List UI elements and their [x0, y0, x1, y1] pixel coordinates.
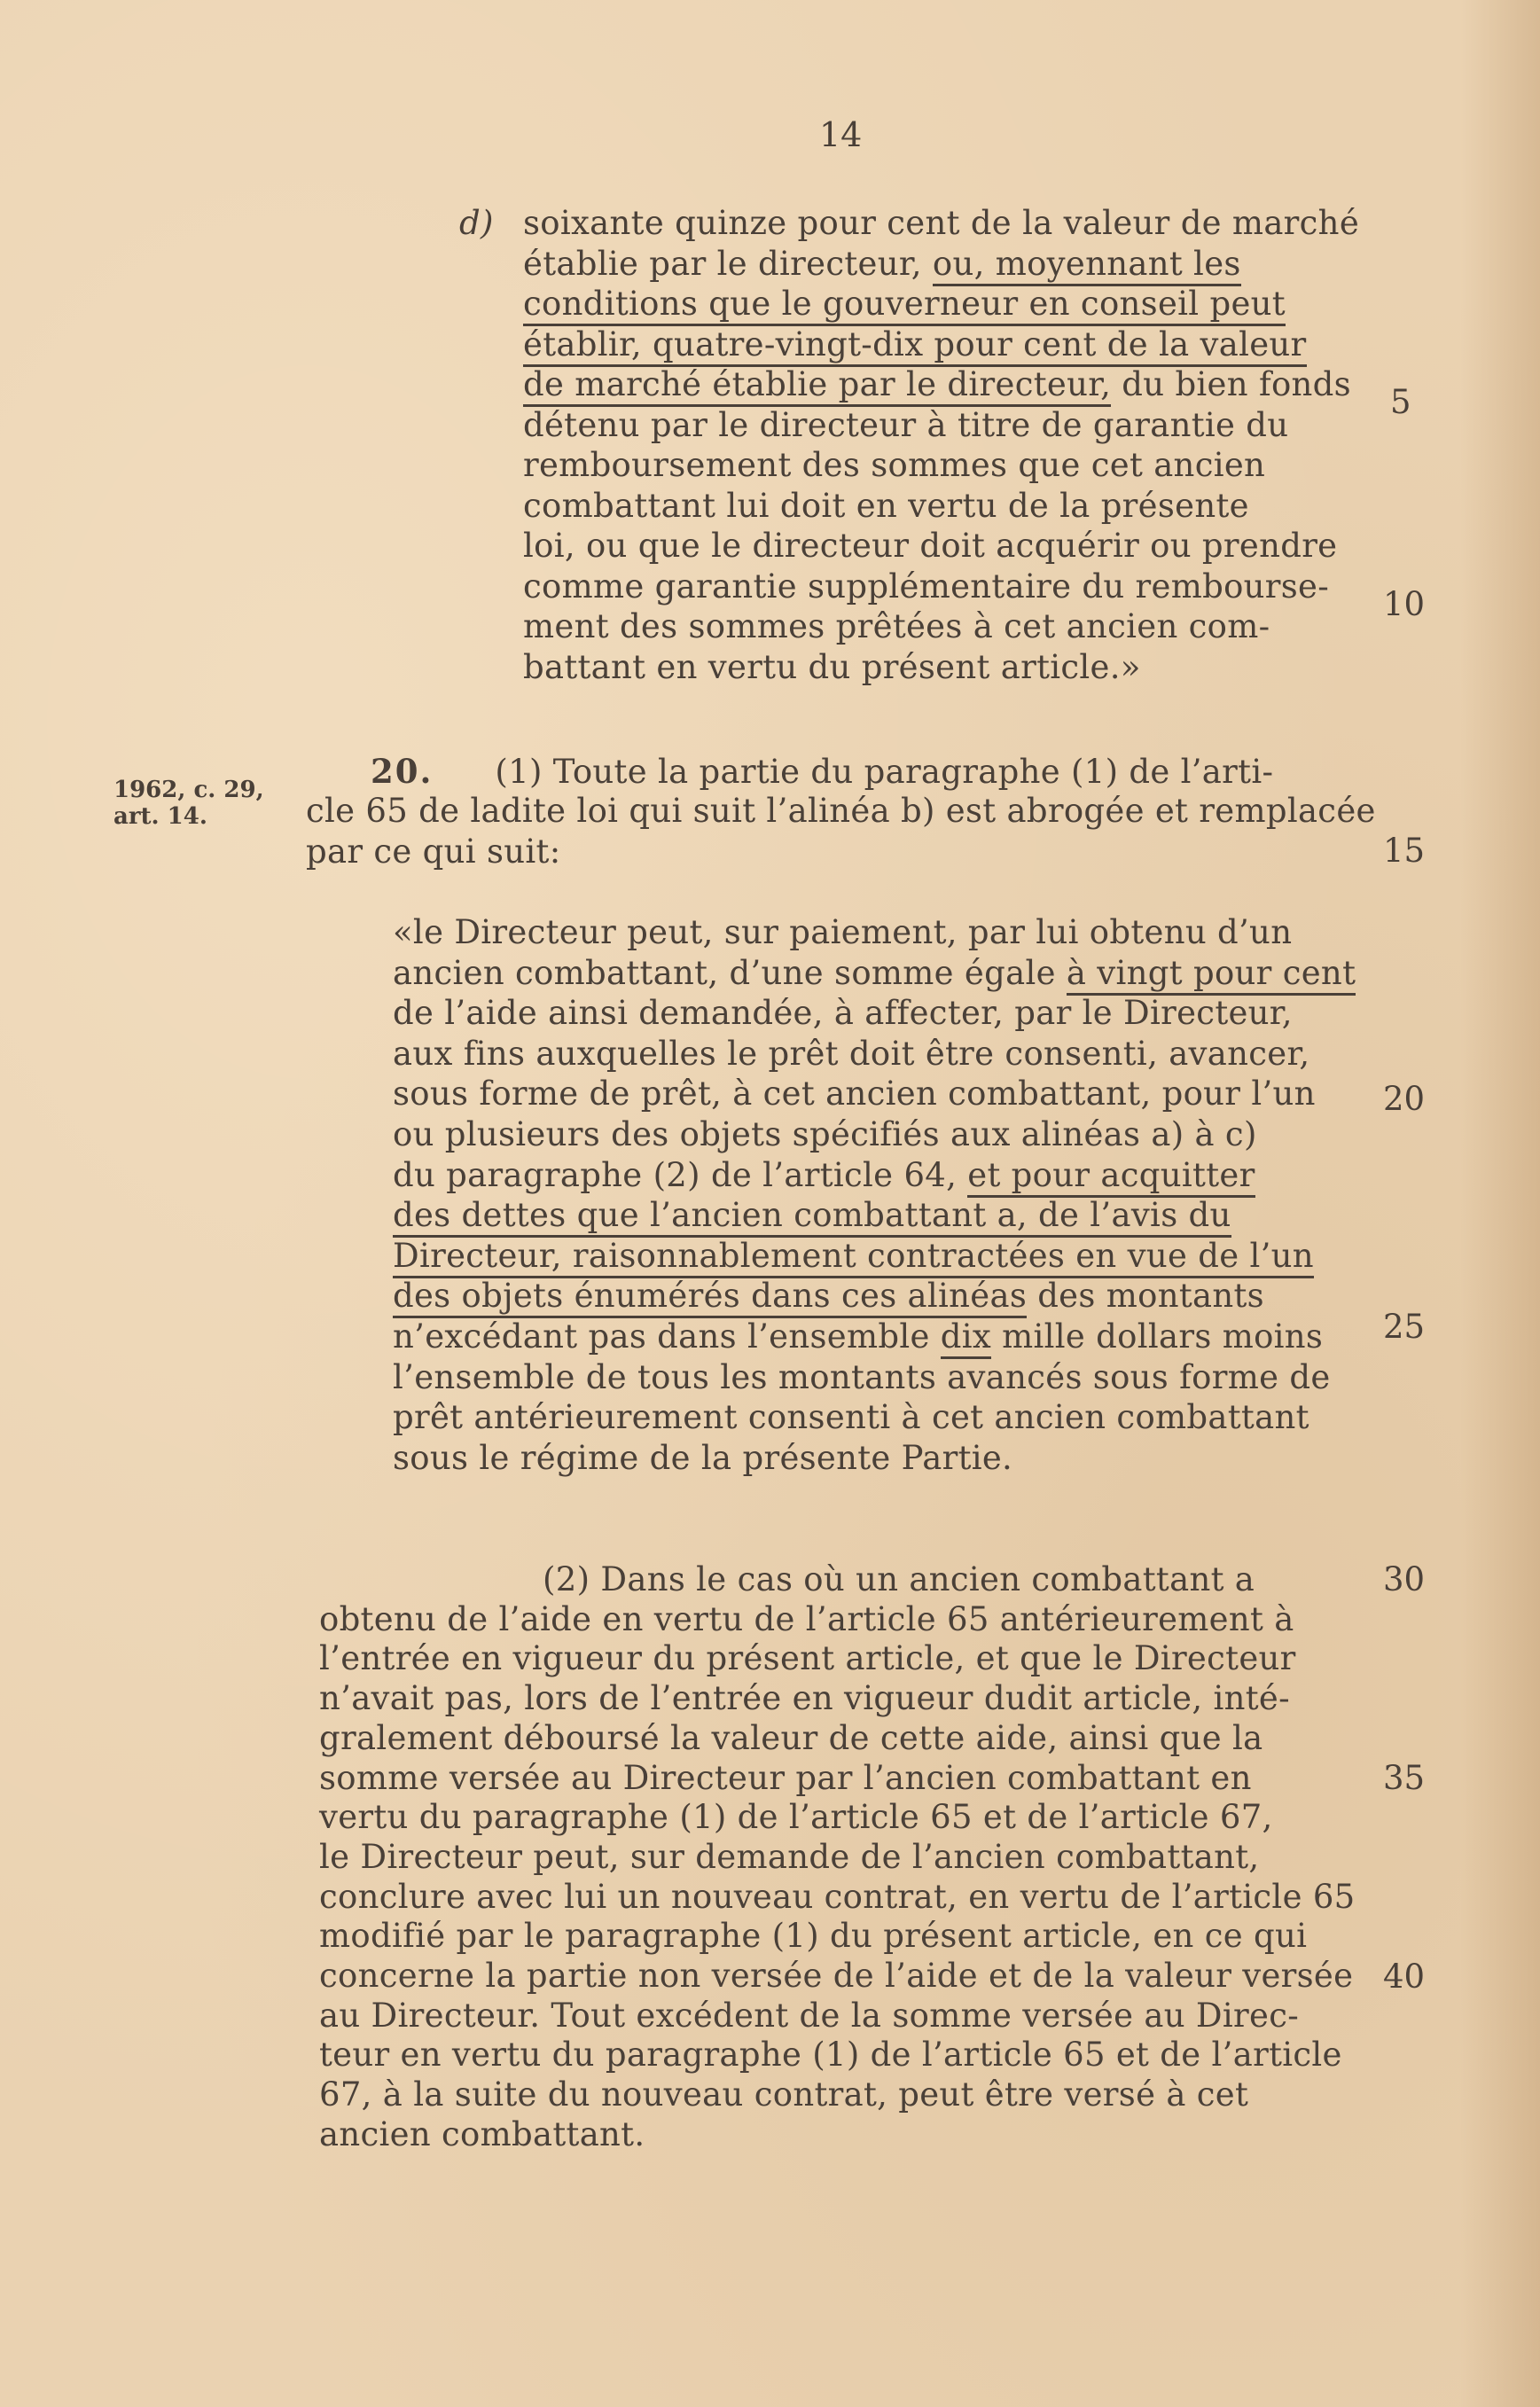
subsection-2-line: modifié par le paragraphe (1) du présent article, en ce qui — [319, 1917, 1308, 1956]
text-run: battant en vertu du présent article.» — [523, 647, 1141, 686]
text-run: loi, ou que le directeur doit acquérir ou prendre — [523, 527, 1338, 565]
line-number: 35 — [1383, 1759, 1426, 1797]
quote-line — [393, 1115, 1257, 1154]
section-20-text: (1) Toute la partie du paragraphe (1) de l’arti- — [495, 753, 1274, 791]
quote-line — [393, 1439, 1012, 1478]
clause-d-line — [523, 527, 1337, 566]
line-number: 30 — [1383, 1560, 1426, 1598]
quote-line — [393, 913, 1292, 952]
text-run: ment des sommes prêtées à cet ancien com- — [523, 607, 1270, 645]
section-20-line: par ce qui suit: — [306, 832, 561, 871]
underlined-amendment: ou, moyennant les — [933, 245, 1241, 286]
text-run: ou plusieurs des objets spécifiés aux alinéas a) à c) — [393, 1115, 1257, 1153]
quote-line — [393, 994, 1293, 1033]
subsection-2-line: conclure avec lui un nouveau contrat, en vertu de l’article 65 — [319, 1877, 1356, 1916]
quote-line — [393, 1358, 1331, 1397]
text-run: du paragraphe (2) de l’article 64, — [393, 1155, 968, 1194]
page-number: 14 — [819, 115, 863, 154]
quote-line — [393, 1237, 1314, 1276]
subsection-2-line: vertu du paragraphe (1) de l’article 65 et de l’article 67, — [319, 1798, 1273, 1837]
text-run: sous le régime de la présente Partie. — [393, 1438, 1013, 1477]
quote-line — [393, 1317, 1323, 1356]
clause-d-line — [523, 607, 1270, 646]
line-number: 20 — [1383, 1080, 1426, 1118]
line-number: 5 — [1390, 383, 1411, 421]
text-run: soixante quinze pour cent de la valeur de marché — [523, 204, 1360, 242]
subsection-2-line: concerne la partie non versée de l’aide et de la valeur versée — [319, 1957, 1354, 1995]
text-run: sous forme de prêt, à cet ancien combattant, pour l’un — [393, 1075, 1316, 1114]
quote-line — [393, 1156, 1255, 1195]
underlined-amendment: de marché établie par le directeur, — [523, 365, 1111, 407]
subsection-2-line: n’avait pas, lors de l’entrée en vigueur dudit article, inté- — [319, 1679, 1290, 1718]
subsection-2-line: 67, à la suite du nouveau contrat, peut être versé à cet — [319, 2075, 1249, 2114]
underlined-amendment: et pour acquitter — [967, 1156, 1255, 1198]
subsection-2-line: ancien combattant. — [319, 2114, 645, 2153]
subsection-2-line: teur en vertu du paragraphe (1) de l’article 65 et de l’article — [319, 2036, 1342, 2075]
subsection-2-line: le Directeur peut, sur demande de l’ancien combattant, — [319, 1837, 1260, 1876]
text-run: ancien combattant, d’une somme égale — [393, 953, 1067, 992]
clause-d-line — [523, 648, 1141, 687]
text-run: du bien fonds — [1111, 365, 1351, 403]
subsection-2-line: somme versée au Directeur par l’ancien combattant en — [319, 1758, 1252, 1797]
text-run: de l’aide ainsi demandée, à affecter, par le Directeur, — [393, 994, 1293, 1033]
text-run: prêt antérieurement consenti à cet ancien combattant — [393, 1398, 1309, 1437]
section-20-line: cle 65 de ladite loi qui suit l’alinéa b) est abrogée et remplacée — [306, 792, 1376, 830]
underlined-amendment: des objets énumérés dans ces alinéas — [393, 1277, 1027, 1318]
clause-d-line — [523, 285, 1286, 324]
line-number: 40 — [1383, 1958, 1426, 1996]
text-run: détenu par le directeur à titre de garantie du — [523, 405, 1289, 444]
underlined-amendment: Directeur, raisonnablement contractées en vue de l’un — [393, 1237, 1314, 1278]
text-run: mille dollars moins — [991, 1317, 1324, 1356]
subsection-2-line: obtenu de l’aide en vertu de l’article 65 antérieurement à — [319, 1599, 1294, 1638]
clause-d-line — [523, 245, 1241, 284]
quote-line — [393, 954, 1356, 993]
subsection-2-line: gralement déboursé la valeur de cette aide, ainsi que la — [319, 1718, 1263, 1757]
quote-line — [393, 1075, 1316, 1114]
page-edge-shadow — [1460, 0, 1540, 2407]
underlined-amendment: des dettes que l’ancien combattant a, de l’avis du — [393, 1196, 1231, 1238]
text-run: aux fins auxquelles le prêt doit être consenti, avancer, — [393, 1034, 1310, 1073]
section-number: 20. — [371, 752, 434, 791]
text-run: comme garantie supplémentaire du rembourse- — [523, 567, 1330, 606]
margin-note: 1962, c. 29, — [113, 777, 264, 803]
underlined-amendment: établir, quatre-vingt-dix pour cent de la valeur — [523, 325, 1307, 367]
text-run: «le Directeur peut, sur paiement, par lui obtenu d’un — [393, 913, 1293, 951]
quote-line — [393, 1035, 1309, 1074]
clause-d-line — [523, 446, 1265, 485]
subsection-2-line: au Directeur. Tout excédent de la somme versée au Direc- — [319, 1996, 1300, 2035]
text-run: établie par le directeur, — [523, 244, 933, 283]
quote-line — [393, 1196, 1231, 1235]
subsection-2-line: (2) Dans le cas où un ancien combattant a — [543, 1560, 1255, 1598]
section-20-first-line — [371, 752, 1273, 792]
text-run: l’ensemble de tous les montants avancés sous forme de — [393, 1357, 1331, 1396]
quote-line — [393, 1277, 1264, 1316]
clause-d-line — [523, 204, 1359, 243]
clause-label: d) — [459, 204, 494, 242]
quote-line — [393, 1398, 1309, 1437]
clause-d-line — [523, 365, 1351, 404]
text-run: n’excédant pas dans l’ensemble — [393, 1317, 941, 1356]
clause-d-line — [523, 325, 1307, 364]
clause-d-line — [523, 567, 1329, 606]
margin-note: art. 14. — [113, 803, 207, 830]
subsection-2-line: l’entrée en vigueur du présent article, et que le Directeur — [319, 1639, 1296, 1678]
clause-d-line — [523, 406, 1288, 445]
text-run: combattant lui doit en vertu de la présente — [523, 486, 1249, 525]
text-run: remboursement des sommes que cet ancien — [523, 446, 1266, 484]
clause-d-line — [523, 487, 1249, 526]
underlined-amendment: conditions que le gouverneur en conseil peut — [523, 285, 1286, 326]
line-number: 10 — [1383, 585, 1426, 623]
underlined-amendment: dix — [941, 1317, 991, 1359]
line-number: 25 — [1383, 1308, 1426, 1346]
text-run: des montants — [1027, 1277, 1264, 1316]
underlined-amendment: à vingt pour cent — [1067, 954, 1356, 996]
line-number: 15 — [1383, 832, 1426, 870]
